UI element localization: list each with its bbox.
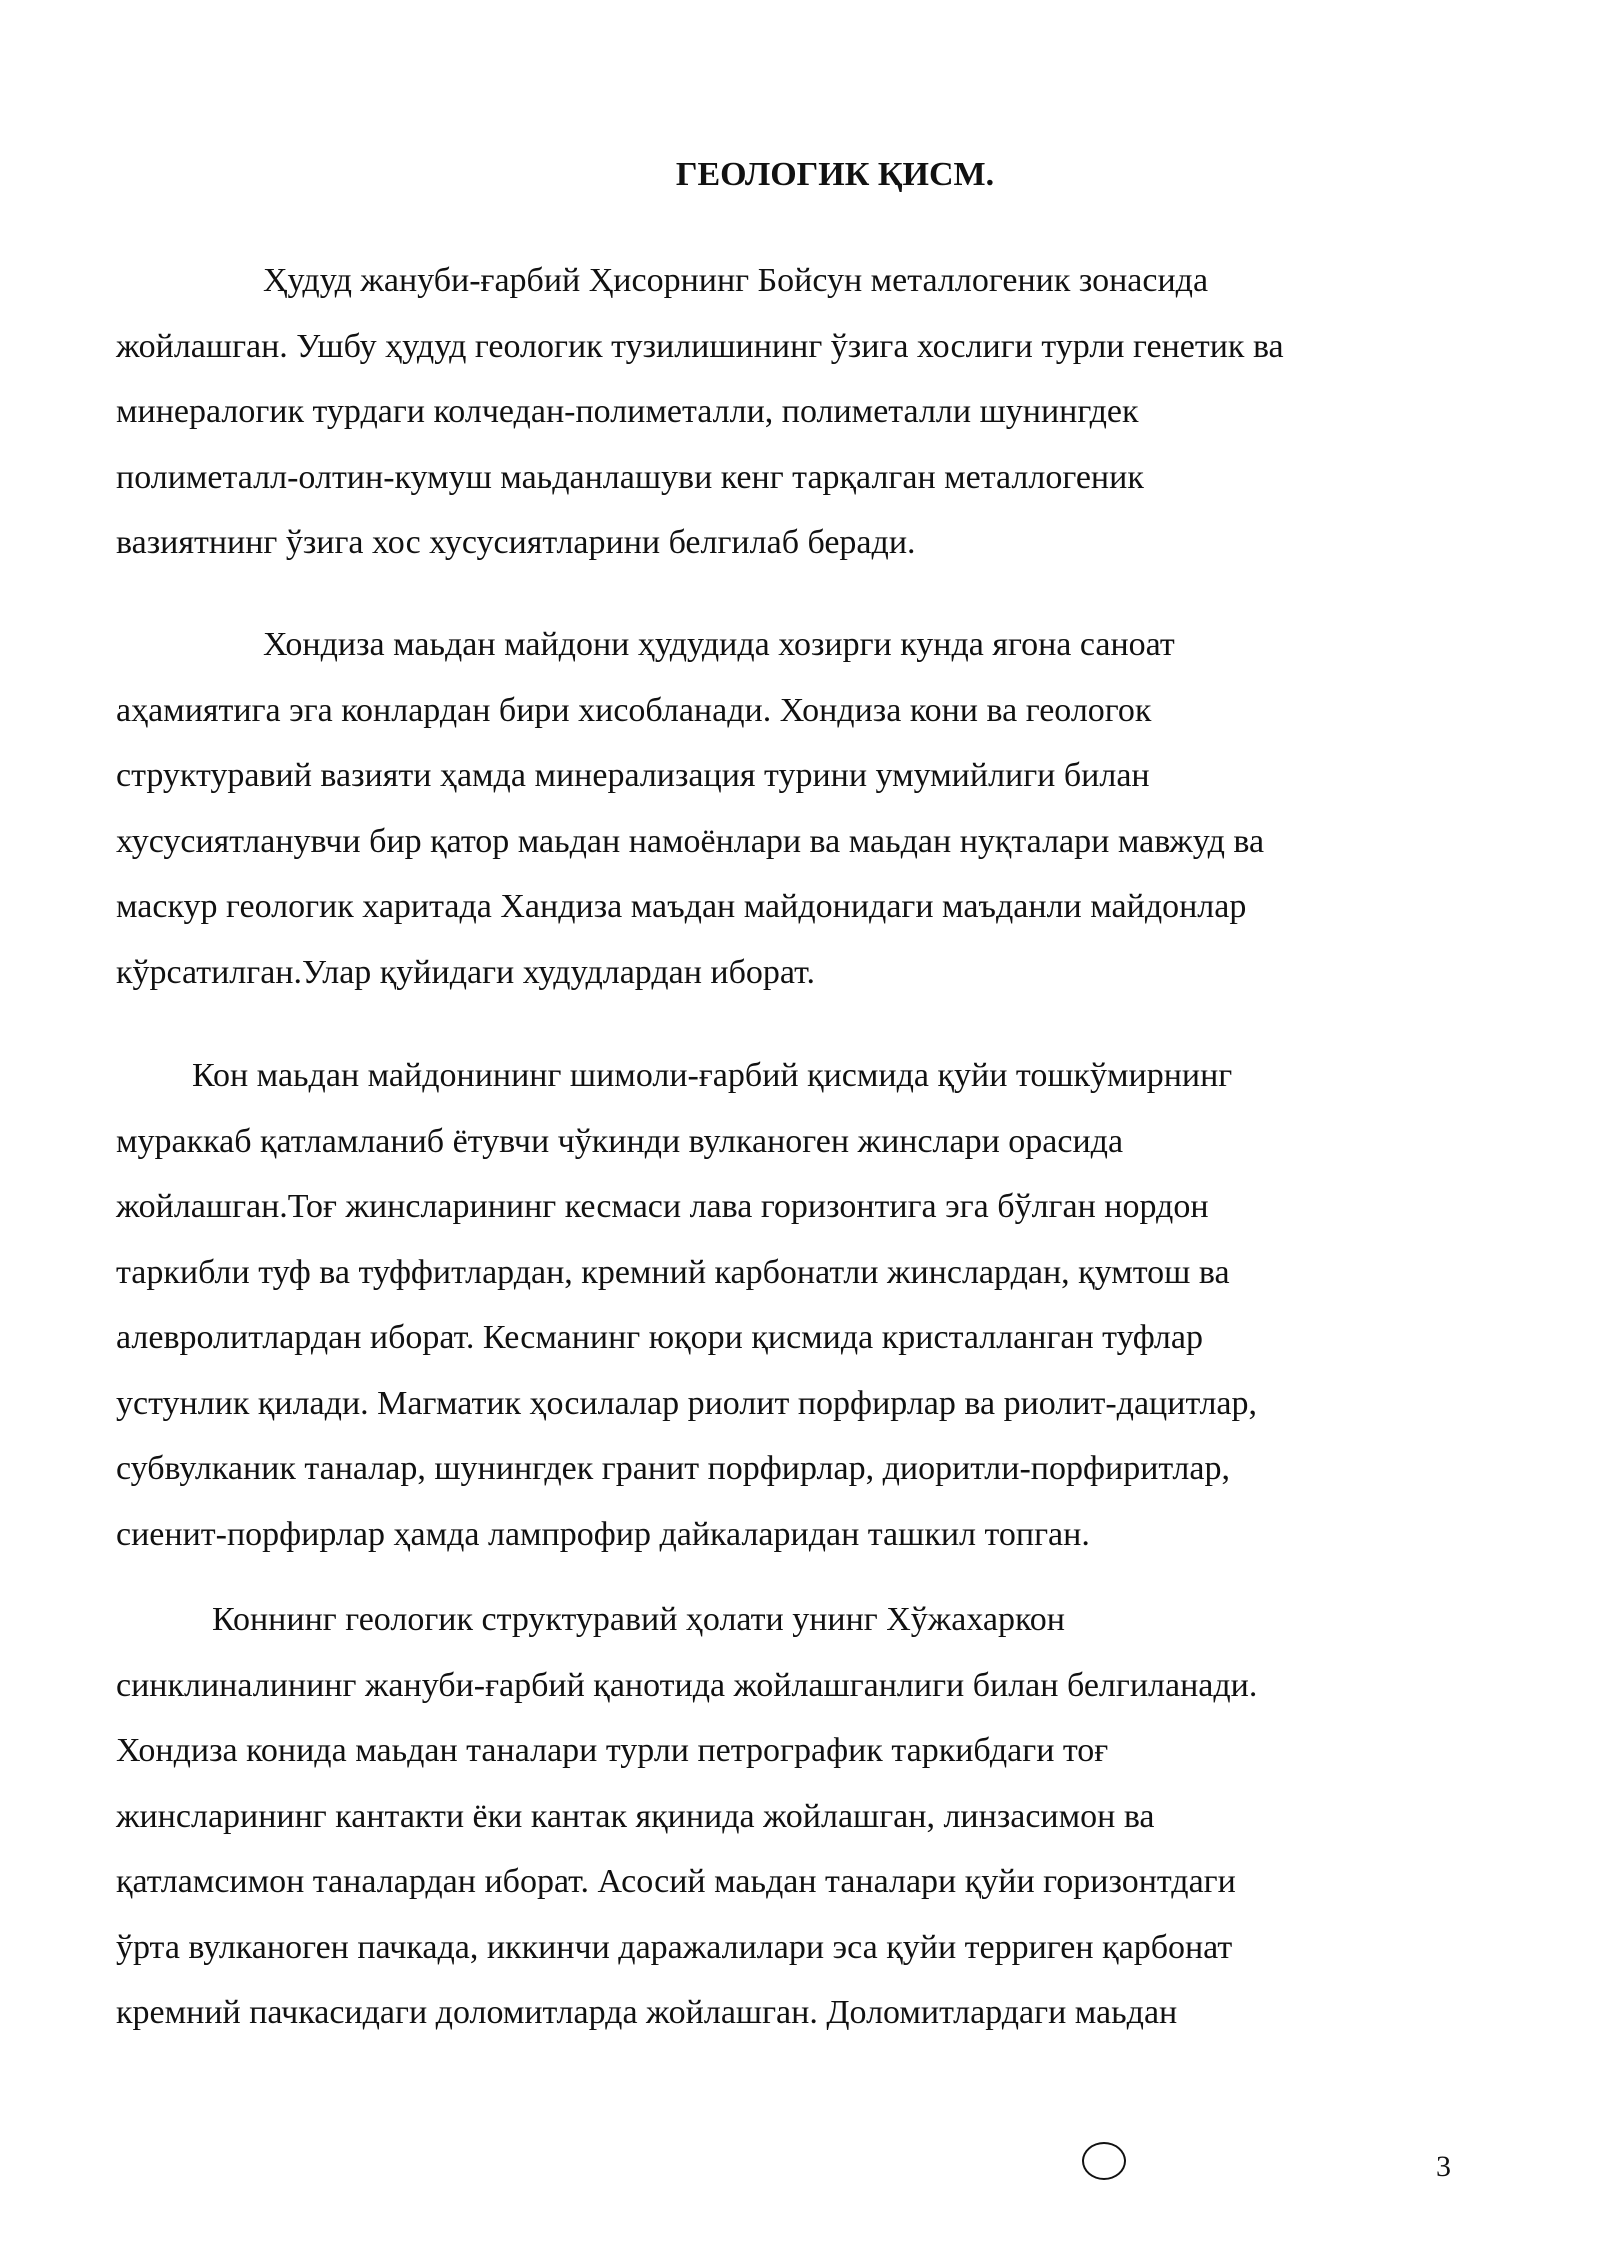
paragraph-line: Кон маьдан майдонининг шимоли-ғарбий қисмида қуйи тошкўмирнинг	[192, 1057, 1233, 1094]
page-number: 3	[1436, 2150, 1451, 2183]
paragraph-line: жинсларининг кантакти ёки кантак яқинида жойлашган, линзасимон ва	[116, 1797, 1155, 1835]
paragraph-line: аҳамиятига эга конлардан бири хисобланади. Хондиза кони ва геологок	[116, 691, 1152, 729]
paragraph-line: хусусиятланувчи бир қатор маьдан намоёнлари ва маьдан нуқталари мавжуд ва	[116, 822, 1265, 860]
paragraph-line: Коннинг геологик структуравий ҳолати унинг Хўжахаркон	[212, 1601, 1065, 1638]
circle-mark	[1082, 2142, 1126, 2180]
paragraph-3	[116, 1043, 1446, 1567]
paragraph-line: таркибли туф ва туффитлардан, кремний карбонатли жинслардан, қумтош ва	[116, 1253, 1230, 1291]
paragraph-line: қатламсимон таналардан иборат. Асосий маьдан таналари қуйи горизонтдаги	[116, 1863, 1236, 1900]
paragraph-line: минералогик турдаги колчедан-полиметалли, полиметалли шунингдек	[116, 393, 1139, 430]
paragraph-2	[116, 612, 1446, 1005]
paragraph-line: сиенит-порфирлар ҳамда лампрофир дайкаларидан ташкил топган.	[116, 1515, 1090, 1553]
paragraph-line: алевролитлардан иборат. Кесманинг юқори қисмида кристалланган туфлар	[116, 1319, 1203, 1356]
paragraph-line: мураккаб қатламланиб ётувчи чўкинди вулканоген жинслари орасида	[116, 1122, 1124, 1160]
paragraph-line: структуравий вазияти ҳамда минерализация турини умумийлиги билан	[116, 757, 1150, 794]
paragraph-line: ўрта вулканоген пачкада, иккинчи даражалилари эса қуйи терриген қарбонат	[116, 1928, 1233, 1966]
paragraph-line: устунлик қилади. Магматик ҳосилалар риолит порфирлар ва риолит-дацитлар,	[116, 1384, 1258, 1422]
paragraph-line: жойлашган. Ушбу ҳудуд геологик тузилишининг ўзига хослиги турли генетик ва	[116, 327, 1284, 365]
paragraph-line: кўрсатилган.Улар қуйидаги худудлардан иборат.	[116, 953, 815, 991]
section-title: ГЕОЛОГИК ҚИСМ.	[675, 156, 995, 193]
paragraph-line: полиметалл-олтин-кумуш маьданлашуви кенг тарқалган металлогеник	[116, 458, 1144, 496]
paragraph-line: кремний пачкасидаги доломитларда жойлашган. Доломитлардаги маьдан	[116, 1994, 1178, 2031]
paragraph-line: вазиятнинг ўзига хос хусусиятларини белгилаб беради.	[116, 524, 916, 561]
paragraph-4	[116, 1587, 1446, 2046]
paragraph-line: синклиналининг жануби-ғарбий қанотида жойлашганлиги билан белгиланади.	[116, 1666, 1258, 1704]
paragraph-line: маскур геологик харитада Хандиза маъдан майдонидаги маъданли майдонлар	[116, 888, 1247, 925]
paragraph-1	[116, 248, 1446, 576]
paragraph-line: Хондиза маьдан майдони ҳудудида хозирги кунда ягона саноат	[263, 626, 1175, 663]
paragraph-line: субвулканик таналар, шунингдек гранит порфирлар, диоритли-порфиритлар,	[116, 1450, 1230, 1487]
paragraph-line: Ҳудуд жануби-ғарбий Ҳисорнинг Бойсун металлогеник зонасида	[263, 262, 1209, 299]
paragraph-line: жойлашган.Тоғ жинсларининг кесмаси лава горизонтига эга бўлган нордон	[116, 1188, 1209, 1225]
paragraph-line: Хондиза конида маьдан таналари турли петрографик таркибдаги тоғ	[116, 1732, 1109, 1769]
